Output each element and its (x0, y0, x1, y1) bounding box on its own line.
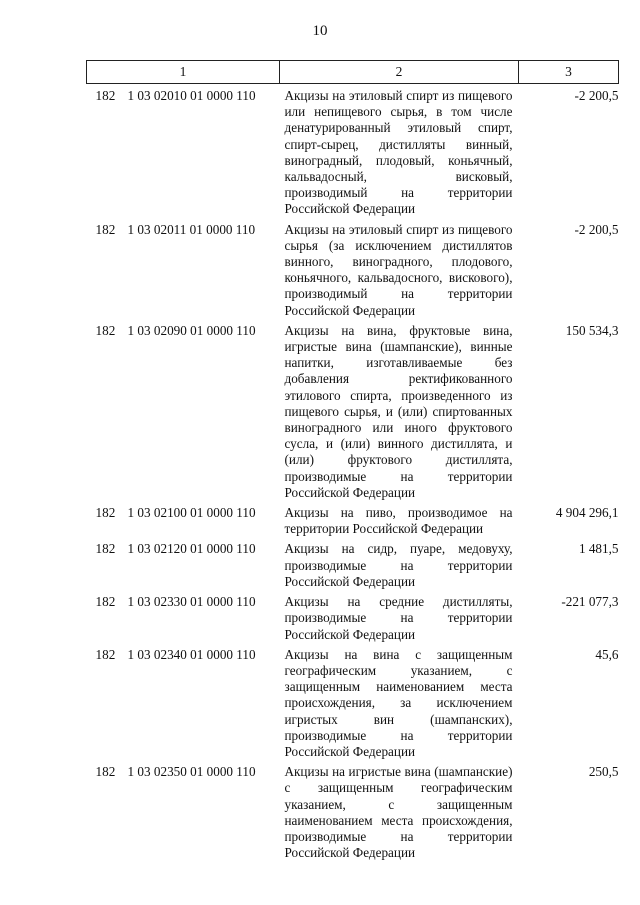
revenue-description: Акцизы на этиловый спирт из пищевого сырья (за исключением дистиллятов винного, виноградного, плодового, коньячного, кальвадосного, вискового), производимый на территории Российской Федерации (284, 221, 513, 318)
amount-value: 4 904 296,1 (555, 505, 619, 521)
table-row (87, 643, 619, 760)
revenue-description: Акцизы на вина с защищенным географическим указанием, с защищенным наименованием места происхождения, за исключением игристых вин (шампанских), производимые на территории Российской Федерации (284, 646, 513, 759)
column-header-3: 3 (519, 61, 619, 84)
table-row (87, 218, 619, 319)
admin-code: 182 (95, 646, 116, 662)
budget-revenue-table (86, 60, 619, 861)
amount-value: -2 200,5 (574, 88, 619, 103)
budget-code: 1 03 02010 01 0000 110 (127, 88, 256, 103)
classification-code-cell (87, 590, 280, 643)
table-row (87, 760, 619, 861)
amount-value: 45,6 (595, 646, 619, 662)
admin-code: 182 (95, 88, 116, 103)
admin-code: 182 (95, 322, 116, 338)
classification-code-cell (87, 218, 280, 319)
admin-code: 182 (95, 594, 116, 610)
budget-code: 1 03 02011 01 0000 110 (127, 221, 256, 237)
amount-value: -2 200,5 (574, 221, 619, 237)
revenue-description: Акцизы на средние дистилляты, производимые на территории Российской Федерации (284, 594, 513, 642)
classification-code-cell (87, 501, 280, 537)
table-body (87, 84, 619, 862)
amount-value: 1 481,5 (578, 541, 619, 557)
budget-code: 1 03 02330 01 0000 110 (127, 594, 256, 610)
table-row (87, 501, 619, 537)
revenue-description: Акцизы на вина, фруктовые вина, игристые вина (шампанские), винные напитки, изготавливаемые без добавления ректификованного этилового спирта, произведенного из пищевого сырья, и (или) спиртованных виноградного или иного фруктового сусла, и (или) винного дистиллята, и (или) фруктового дистиллята, производимые на территории Российской Федерации (284, 322, 513, 500)
budget-code: 1 03 02090 01 0000 110 (127, 322, 256, 338)
table-row (87, 537, 619, 590)
admin-code: 182 (95, 541, 116, 557)
classification-code-cell (87, 760, 280, 861)
budget-code: 1 03 02120 01 0000 110 (127, 541, 256, 557)
table-row (87, 84, 619, 218)
admin-code: 182 (95, 764, 116, 780)
table-row (87, 590, 619, 643)
revenue-description: Акцизы на пиво, производимое на территории Российской Федерации (284, 505, 513, 537)
classification-code-cell (87, 319, 280, 501)
budget-code: 1 03 02350 01 0000 110 (127, 764, 256, 780)
table-row (87, 319, 619, 501)
amount-value: -221 077,3 (561, 594, 619, 610)
column-header-2: 2 (280, 61, 519, 84)
column-header-1: 1 (87, 61, 280, 84)
classification-code-cell (87, 643, 280, 760)
amount-value: 250,5 (588, 764, 619, 780)
classification-code-cell (87, 537, 280, 590)
amount-value: 150 534,3 (565, 322, 619, 338)
budget-code: 1 03 02100 01 0000 110 (127, 505, 256, 521)
revenue-description: Акцизы на игристые вина (шампанские) с защищенным географическим указанием, с защищенным наименованием места происхождения, производимые на территории Российской Федерации (284, 764, 513, 861)
admin-code: 182 (95, 505, 116, 521)
budget-code: 1 03 02340 01 0000 110 (127, 646, 256, 662)
revenue-description: Акцизы на этиловый спирт из пищевого или непищевого сырья, в том числе денатурированный этиловый спирт, спирт-сырец, дистилляты винный, виноградный, плодовый, коньячный, кальвадосный, висковый, производимый на территории Российской Федерации (284, 88, 513, 217)
classification-code-cell (87, 84, 280, 218)
table-header-row (87, 61, 619, 84)
revenue-description: Акцизы на сидр, пуаре, медовуху, производимые на территории Российской Федерации (284, 541, 513, 589)
page-number: 10 (312, 23, 328, 39)
admin-code: 182 (95, 221, 116, 237)
